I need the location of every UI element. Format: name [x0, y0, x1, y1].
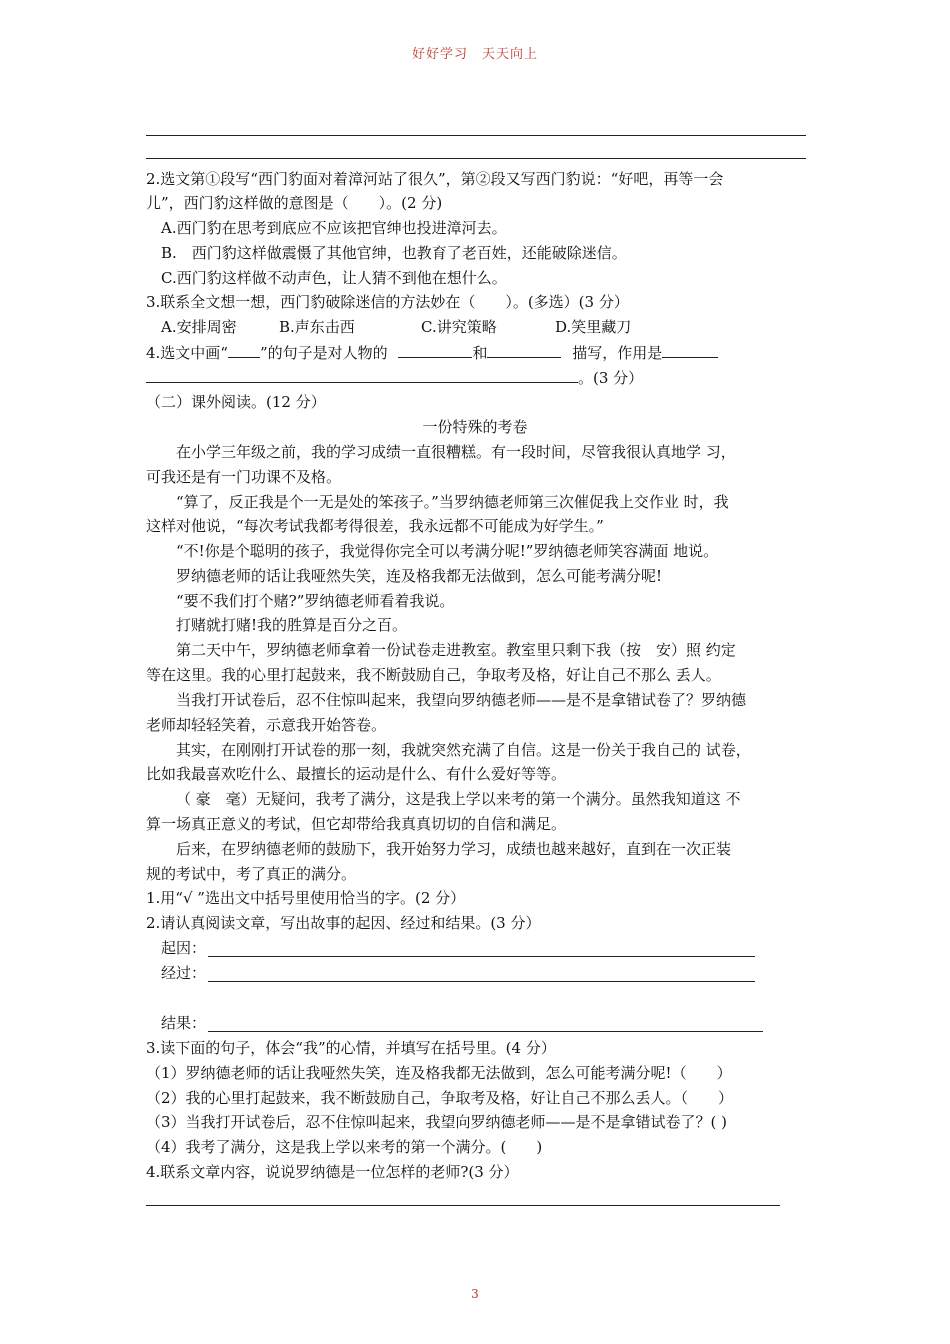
blank — [398, 342, 472, 358]
section-heading: （二）课外阅读。(12 分） — [146, 393, 326, 411]
reading-question-3: 3.读下面的句子，体会“我”的心情，并填写在括号里。(4 分） — [146, 1039, 556, 1057]
blank — [146, 367, 578, 383]
passage-line: 罗纳德老师的话让我哑然失笑，连及格我都无法做到，怎么可能考满分呢! — [176, 567, 663, 585]
answer-line — [208, 981, 755, 982]
blank — [662, 342, 718, 358]
passage-line: 当我打开试卷后，忍不住惊叫起来，我望向罗纳德老师——是不是拿错试卷了？罗纳德 — [176, 691, 747, 709]
passage-line: “不!你是个聪明的孩子，我觉得你完全可以考满分呢!”罗纳德老师笑容满面 地说。 — [176, 542, 719, 560]
answer-line — [146, 135, 806, 136]
sentence-item: （3）当我打开试卷后，忍不住惊叫起来，我望向罗纳德老师——是不是拿错试卷了？( ) — [146, 1113, 728, 1131]
option-b: B.声东击西 — [279, 318, 355, 336]
sentence-item: （1）罗纳德老师的话让我哑然失笑，连及格我都无法做到，怎么可能考满分呢!（ ） — [146, 1064, 732, 1082]
question-4-text: 和 — [472, 344, 488, 362]
reading-question-4: 4.联系文章内容，说说罗纳德是一位怎样的老师?(3 分） — [146, 1163, 519, 1181]
option-a: A.西门豹在思考到底应不应该把官绅也投进漳河去。 — [161, 219, 507, 237]
passage-line: “算了，反正我是个一无是处的笨孩子。”当罗纳德老师第三次催促我上交作业 时，我 — [176, 493, 729, 511]
question-2-line-1: 2.选文第①段写“西门豹面对着漳河站了很久”，第②段又写西门豹说：“好吧，再等一会 — [146, 170, 724, 188]
blank — [228, 342, 260, 358]
question-4-text: 描写，作用是 — [572, 344, 663, 362]
option-c: C.讲究策略 — [421, 318, 497, 336]
option-c: C.西门豹这样做不动声色，让人猜不到他在想什么。 — [161, 269, 507, 287]
option-b: B. 西门豹这样做震慑了其他官绅，也教育了老百姓，还能破除迷信。 — [161, 244, 627, 262]
cause-label: 起因： — [161, 939, 207, 957]
passage-line: 后来，在罗纳德老师的鼓励下，我开始努力学习，成绩也越来越好，直到在一次正装 — [176, 840, 732, 858]
sentence-item: （4）我考了满分，这是我上学以来考的第一个满分。( ) — [146, 1138, 543, 1156]
passage-line: 可我还是有一门功课不及格。 — [146, 468, 342, 486]
option-a: A.安排周密 — [161, 318, 237, 336]
sentence-item: （2）我的心里打起鼓来，我不断鼓励自己，争取考及格，好让自己不那么丢人。（ ） — [146, 1089, 734, 1107]
question-3-options — [161, 315, 631, 339]
passage-line: 打赌就打赌!我的胜算是百分之百。 — [176, 616, 408, 634]
answer-line — [146, 1205, 780, 1206]
passage-line: 其实，在刚刚打开试卷的那一刻，我就突然充满了自信。这是一份关于我自己的 试卷， — [176, 741, 751, 759]
answer-line — [146, 158, 806, 159]
reading-question-2: 2.请认真阅读文章，写出故事的起因、经过和结果。(3 分） — [146, 914, 541, 932]
question-4 — [146, 341, 718, 365]
question-4-line-2 — [146, 366, 643, 390]
answer-line — [208, 956, 755, 957]
passage-line: 老师却轻轻笑着，示意我开始答卷。 — [146, 716, 387, 734]
passage-line: 这样对他说，“每次考试我都考得很差，我永远都不可能成为好学生。” — [146, 517, 604, 535]
passage-line: 等在这里。我的心里打起鼓来，我不断鼓励自己，争取考及格，好让自己不那么 丢人。 — [146, 666, 721, 684]
blank — [487, 342, 561, 358]
passage-line: （ 豪 毫）无疑问，我考了满分，这是我上学以来考的第一个满分。虽然我知道这 不 — [176, 790, 741, 808]
passage-line: 规的考试中，考了真正的满分。 — [146, 865, 357, 883]
question-4-text: ”的句子是对人物的 — [259, 344, 388, 362]
page-header: 好好学习 天天向上 — [411, 47, 538, 62]
answer-line — [208, 1031, 763, 1032]
passage-line: 算一场真正意义的考试，但它却带给我真真切切的自信和满足。 — [146, 815, 567, 833]
passage-line: 第二天中午，罗纳德老师拿着一份试卷走进教室。教室里只剩下我（按 安）照 约定 — [176, 641, 736, 659]
reading-question-1: 1.用“√ ”选出文中括号里使用恰当的字。(2 分） — [146, 889, 466, 907]
question-4-text: 4.选文中画“ — [146, 344, 228, 362]
passage-line: 在小学三年级之前，我的学习成绩一直很糟糕。有一段时间，尽管我很认真地学 习， — [176, 443, 736, 461]
passage-line: 比如我最喜欢吃什么、最擅长的运动是什么、有什么爱好等等。 — [146, 765, 567, 783]
question-4-score: 。(3 分） — [578, 369, 644, 387]
question-2-line-2: 儿”，西门豹这样做的意图是（ ）。(2 分) — [146, 194, 443, 212]
question-3: 3.联系全文想一想，西门豹破除迷信的方法妙在（ ）。(多选）(3 分） — [146, 293, 629, 311]
result-label: 结果： — [161, 1014, 207, 1032]
page-number: 3 — [471, 1287, 479, 1301]
passage-line: “要不我们打个赌?”罗纳德老师看着我说。 — [176, 592, 455, 610]
passage-title: 一份特殊的考卷 — [422, 418, 528, 436]
option-d: D.笑里藏刀 — [555, 318, 632, 336]
process-label: 经过： — [161, 964, 207, 982]
